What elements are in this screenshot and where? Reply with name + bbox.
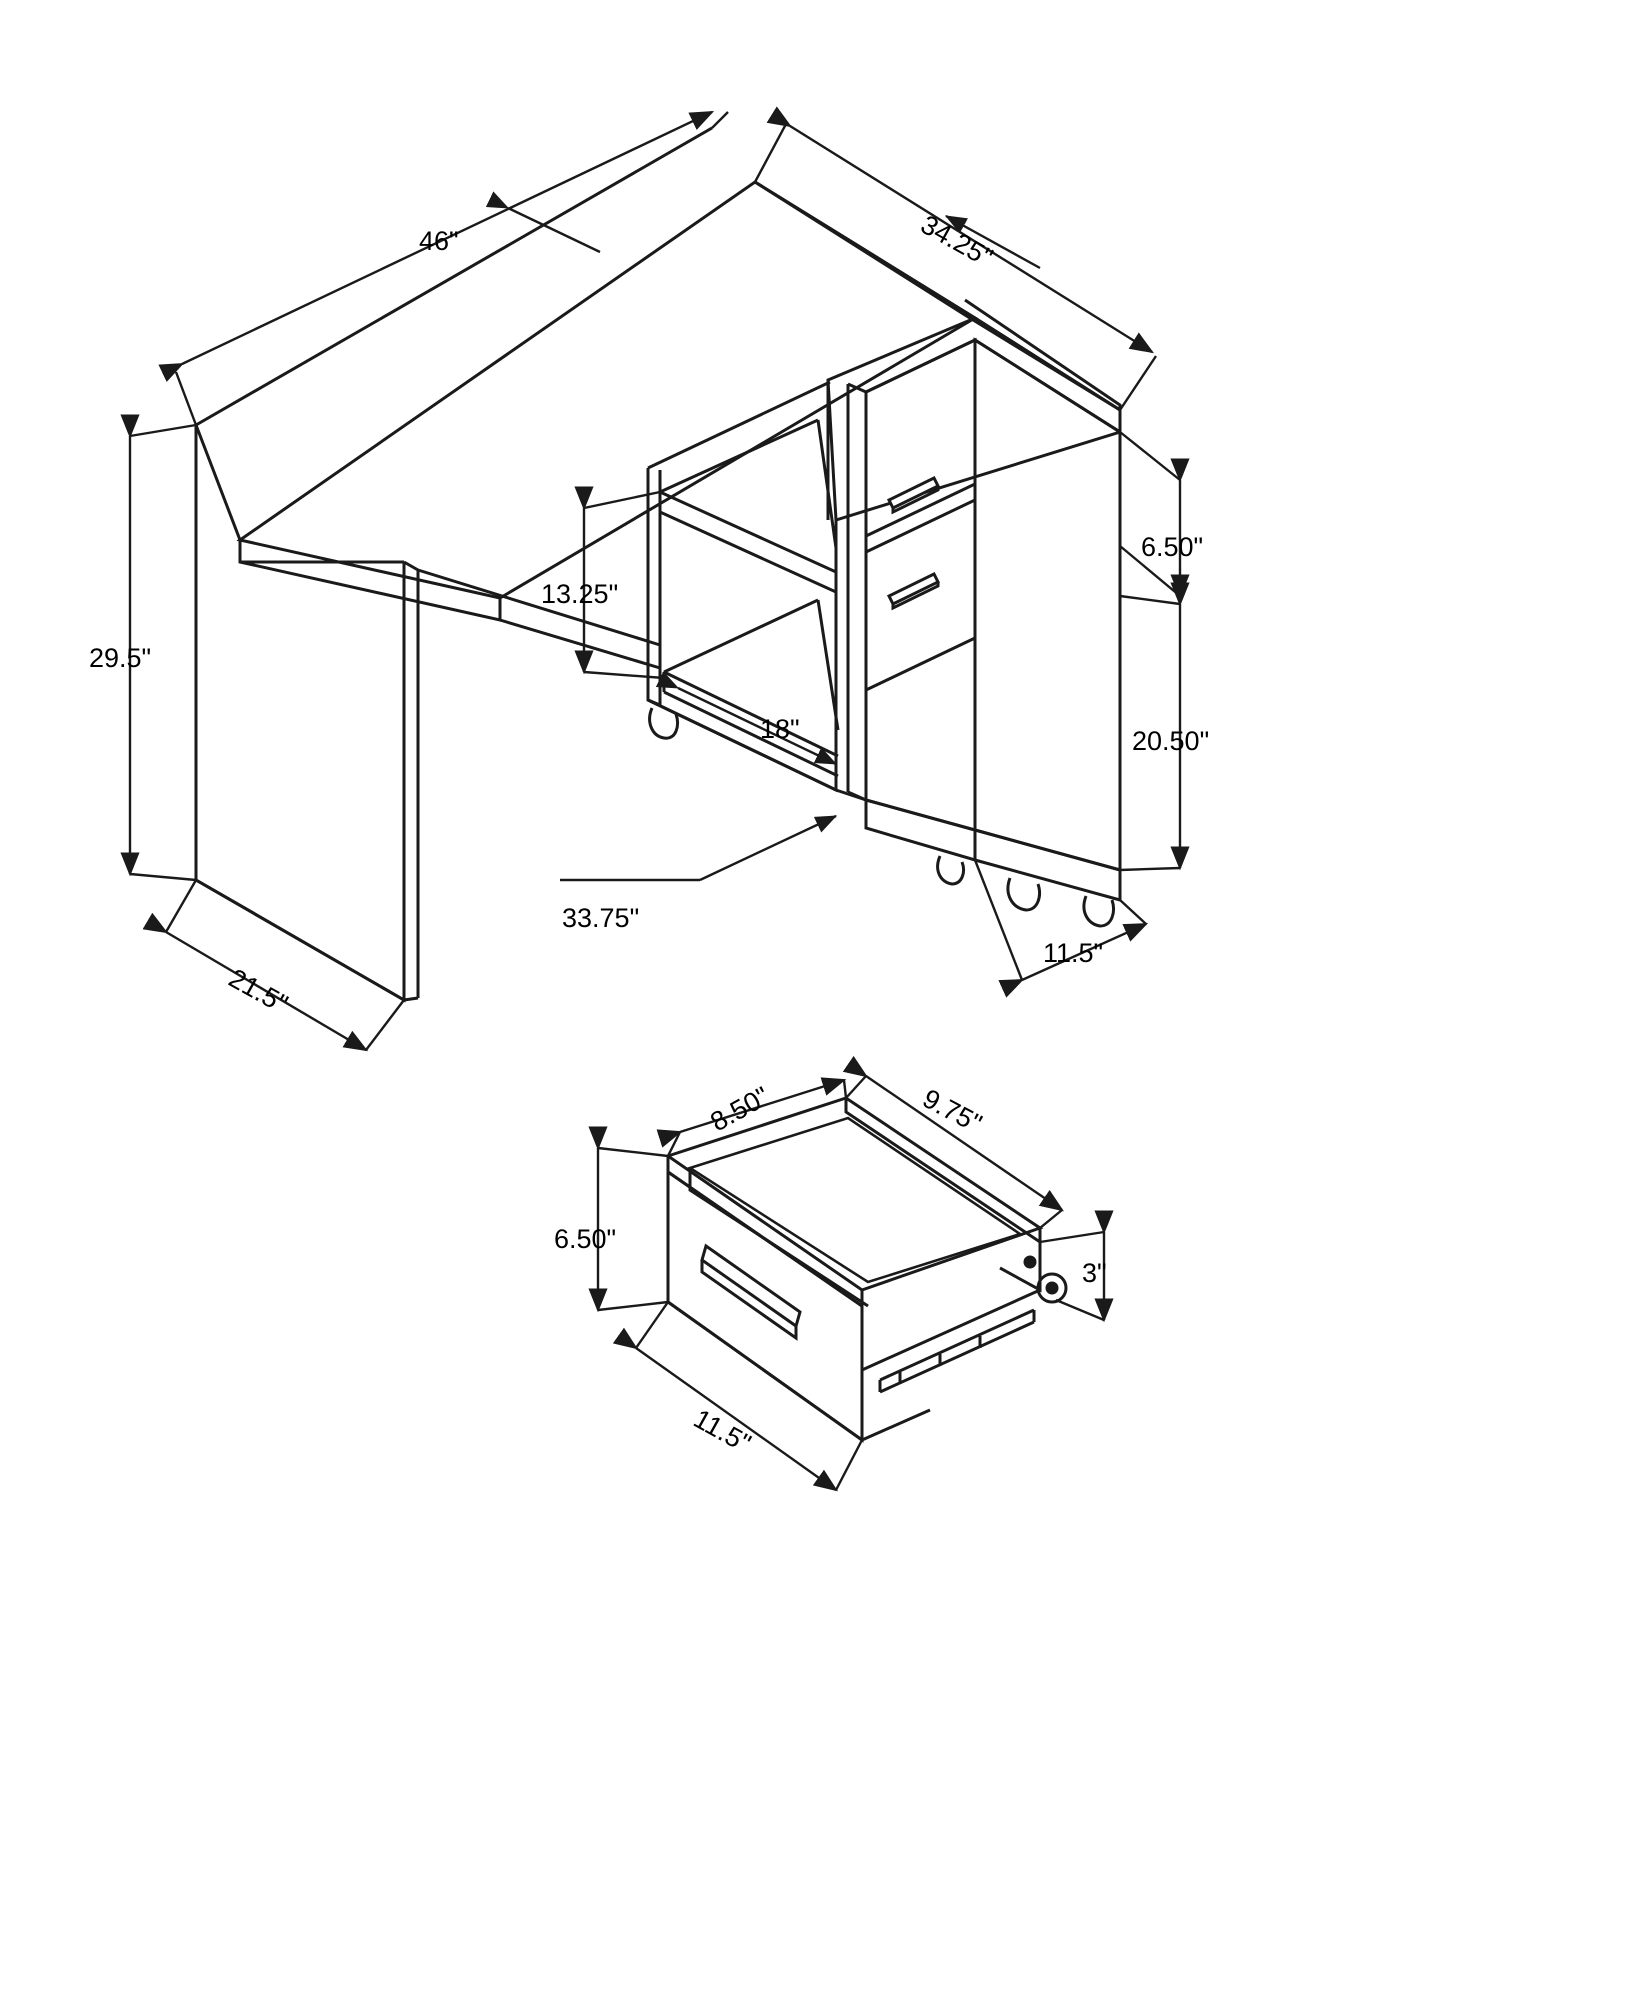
dimension-label-drawer-front-width: 11.5" (688, 1403, 756, 1459)
dimension-label-cabinet-upper: 6.50" (1141, 532, 1204, 562)
cabinet-feet (650, 708, 1114, 926)
dimension-label-drawer-back-width: 9.75" (917, 1083, 987, 1139)
cabinet-drawer-pull-upper (889, 478, 938, 512)
dimension-label-cabinet-depth: 11.5" (1043, 938, 1104, 968)
dimension-label-shelf-height: 13.25" (541, 579, 619, 609)
dimension-label-cabinet-lower: 20.50" (1132, 726, 1210, 756)
dimension-label-drawer-slide-height: 3" (1082, 1258, 1107, 1288)
dimension-label-shelf-width: 18" (760, 714, 800, 744)
dimension-label-lower-run: 33.75" (562, 903, 640, 933)
dimension-label-top-left-length: 46" (419, 226, 459, 256)
drawer-detail-body (668, 1098, 1066, 1440)
cabinet-drawer-pull-lower (889, 574, 938, 608)
dimension-label-left-depth: 21.5" (223, 962, 293, 1020)
dimension-label-drawer-side: 8.50" (705, 1080, 775, 1138)
dimension-label-top-right-length: 34.25" (915, 209, 998, 273)
drawer-handle (702, 1246, 800, 1338)
dimension-label-desk-height: 29.5" (89, 643, 152, 673)
dimension-label-drawer-front-height: 6.50" (554, 1224, 617, 1254)
